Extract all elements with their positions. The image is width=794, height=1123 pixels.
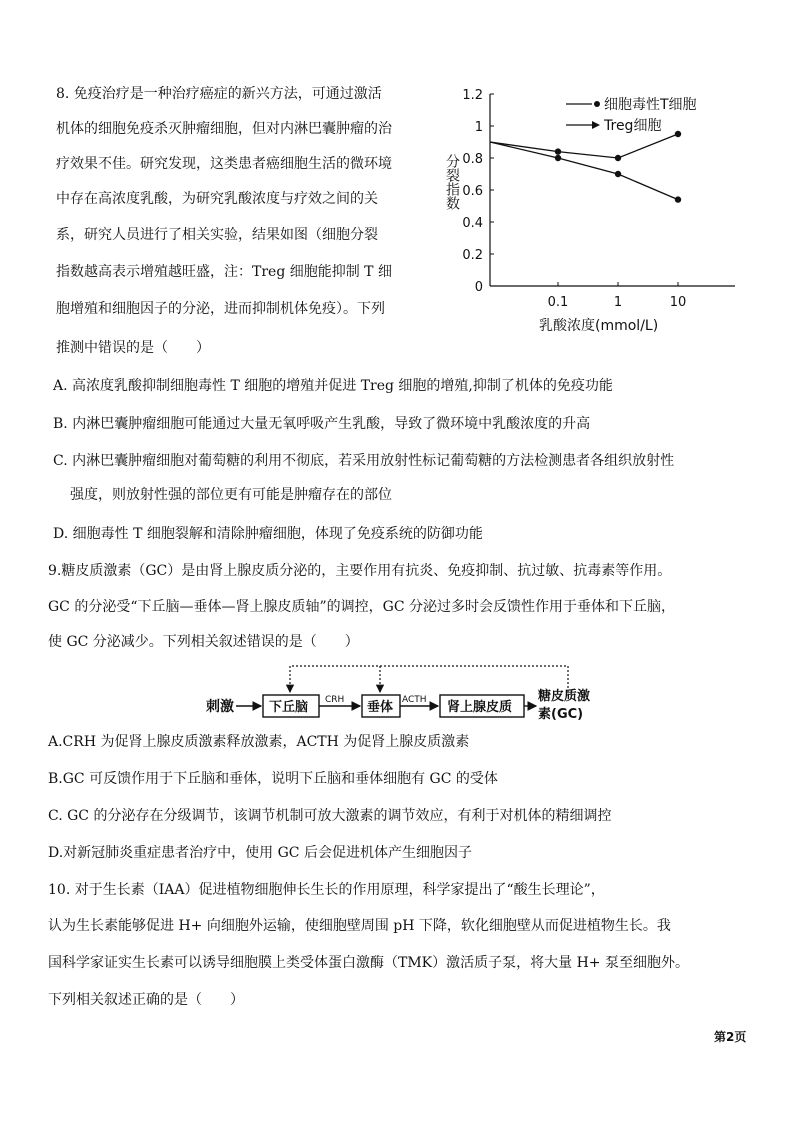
legend-label-cytotoxic: 细胞毒性T细胞 (604, 97, 697, 113)
q8-line: 中存在高浓度乳酸，为研究乳酸浓度与疗效之间的关 (56, 191, 378, 207)
q8-option-a: A. 高浓度乳酸抑制细胞毒性 T 细胞的增殖并促进 Treg 细胞的增殖,抑制了机体的免疫功能 (53, 378, 613, 394)
data-point (555, 148, 561, 154)
y-tick-label: 0.6 (462, 184, 483, 199)
y-tick-label: 0.2 (462, 248, 483, 263)
legend (566, 96, 697, 134)
crh-label: CRH (325, 695, 345, 705)
q9-option-d: D.对新冠肺炎重症患者治疗中，使用 GC 后会促进机体产生细胞因子 (48, 845, 472, 861)
q9-stem-line: 9.糖皮质激素（GC）是由肾上腺皮质分泌的，主要作用有抗炎、免疫抑制、抗过敏、抗毒素等作用。 (48, 563, 672, 579)
data-point (615, 155, 621, 161)
q9-option-b: B.GC 可反馈作用于下丘脑和垂体，说明下丘脑和垂体细胞有 GC 的受体 (48, 771, 498, 787)
gc-label-line1: 糖皮质激 (538, 689, 591, 704)
q8-line: 8. 免疫治疗是一种治疗癌症的新兴方法，可通过激活 (56, 86, 382, 102)
adrenal-cortex-label: 肾上腺皮质 (447, 700, 513, 715)
stimulus-label: 刺激 (206, 699, 234, 715)
q10-stem-line: 认为生长素能够促进 H+ 向细胞外运输，使细胞壁周围 pH 下降，软化细胞壁从而促进植物生长。我 (48, 918, 671, 934)
data-point (555, 155, 561, 161)
y-tick-label: 0.8 (462, 152, 483, 167)
gc-label-line2: 素(GC) (538, 707, 584, 722)
hpa-axis-diagram (200, 660, 620, 730)
y-tick-label: 0 (474, 280, 483, 295)
q8-option-d: D. 细胞毒性 T 细胞裂解和清除肿瘤细胞，体现了免疫系统的防御功能 (53, 526, 483, 542)
data-point (615, 171, 621, 177)
q9-option-a: A.CRH 为促肾上腺皮质激素释放激素，ACTH 为促肾上腺皮质激素 (48, 734, 470, 750)
q8-line: 指数越高表示增殖越旺盛，注：Treg 细胞能抑制 T 细 (56, 264, 392, 280)
q8-option-c: C. 内淋巴囊肿瘤细胞对葡萄糖的利用不彻底，若采用放射性标记葡萄糖的方法检测患者各组织放射性 (53, 453, 675, 469)
q8-line: 胞增殖和细胞因子的分泌，进而抑制机体免疫）。下列 (56, 301, 385, 317)
legend-label-treg: Treg细胞 (604, 118, 662, 134)
y-tick-label: 0.4 (462, 216, 483, 231)
y-tick-label: 1.2 (462, 88, 483, 103)
q9-stem-line: 使 GC 分泌减少。下列相关叙述错误的是（ ） (48, 634, 359, 650)
q10-stem-line: 国科学家证实生长素可以诱导细胞膜上类受体蛋白激酶（TMK）激活质子泵，将大量 H+ 泵至细胞外。 (48, 955, 689, 971)
q8-line: 疗效果不佳。研究发现，这类患者癌细胞生活的微环境 (56, 156, 392, 172)
q10-stem-line: 下列相关叙述正确的是（ ） (48, 992, 244, 1008)
y-axis-label: 分裂指数 (444, 154, 460, 210)
q10-stem-line: 10. 对于生长素（IAA）促进植物细胞伸长生长的作用原理，科学家提出了“酸生长理论”， (48, 882, 605, 898)
y-tick-label: 1 (474, 120, 483, 135)
q8-option-c-cont: 强度，则放射性强的部位更有可能是肿瘤存在的部位 (70, 487, 392, 503)
q8-line: 机体的细胞免疫杀灭肿瘤细胞，但对内淋巴囊肿瘤的治 (56, 121, 392, 137)
q8-option-b: B. 内淋巴囊肿瘤细胞可能通过大量无氧呼吸产生乳酸，导致了微环境中乳酸浓度的升高 (53, 416, 591, 432)
x-axis-label: 乳酸浓度(mmol/L) (539, 318, 659, 334)
y-tick-labels (462, 88, 494, 295)
q8-line: 推测中错误的是（ ） (56, 340, 210, 356)
x-tick-label: 10 (669, 295, 687, 310)
q8-line: 系，研究人员进行了相关实验，结果如图（细胞分裂 (56, 227, 378, 243)
x-tick-label: 0.1 (547, 295, 569, 310)
acth-label: ACTH (402, 695, 427, 705)
hypothalamus-label: 下丘脑 (269, 700, 309, 715)
chart-series (490, 131, 681, 203)
data-point (675, 196, 681, 202)
x-tick-label: 1 (613, 295, 623, 310)
pituitary-label: 垂体 (367, 700, 394, 715)
data-point (675, 131, 681, 137)
page-number: 第2页 (714, 1030, 747, 1044)
q9-option-c: C. GC 的分泌存在分级调节，该调节机制可放大激素的调节效应，有利于对机体的精细调控 (48, 808, 612, 824)
feedback-dashed-line (290, 666, 568, 696)
q9-stem-line: GC 的分泌受“下丘脑—垂体—肾上腺皮质轴”的调控，GC 分泌过多时会反馈性作用于垂体和下丘脑， (48, 599, 676, 615)
q8-line-chart (440, 80, 770, 340)
series-line (490, 134, 678, 158)
series-line (490, 142, 678, 200)
